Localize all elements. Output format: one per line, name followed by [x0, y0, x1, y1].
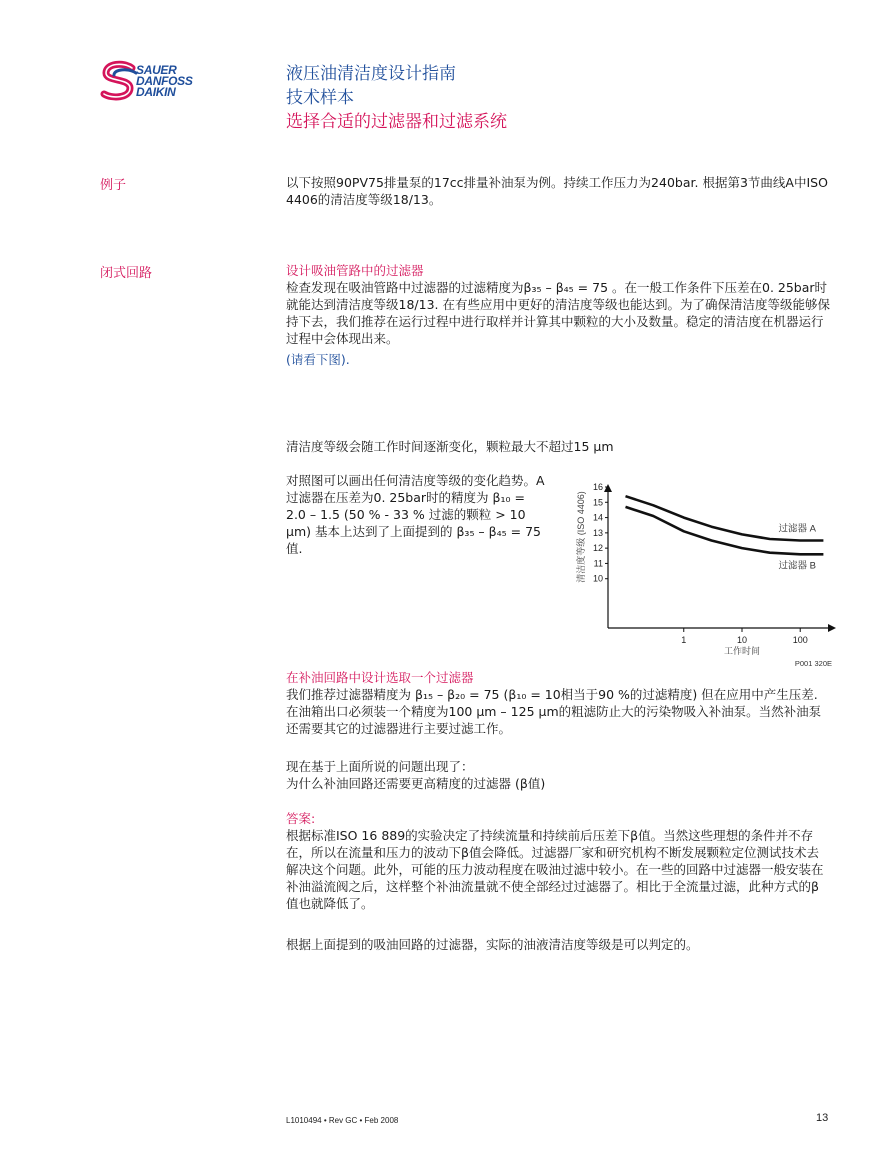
y-tick-label: 13 — [592, 527, 603, 538]
sauer-danfoss-s-logo-icon — [100, 60, 140, 104]
answer-label: 答案: — [286, 811, 316, 826]
y-tick-label: 12 — [592, 543, 603, 554]
figure-code: P001 320E — [794, 659, 832, 668]
section-title: 选择合适的过滤器和过滤系统 — [286, 112, 507, 132]
x-tick-label: 10 — [736, 635, 747, 645]
doc-title: 液压油清洁度设计指南 — [286, 64, 456, 84]
company-logo — [100, 60, 210, 104]
y-tick-label: 16 — [592, 482, 603, 492]
x-axis-label: 工作时间 — [723, 646, 760, 656]
charge-filter-text: 我们推荐过滤器精度为 β₁₅ – β₂₀ = 75 (β₁₀ = 10相当于90 %的过滤精度) 但在应用中产生压差. 在油箱出口必须装一个精度为100 μm – 125 μm的粗滤防止大的污染物吸入补油泵。当然补油泵还需要其它的过滤器进行主要过滤工作。 — [286, 687, 822, 736]
conclusion-text: 根据上面提到的吸油回路的过滤器，实际的油液清洁度等级是可以判定的。 — [286, 937, 699, 952]
y-axis-label: 清洁度等级 (ISO 4406) — [576, 491, 586, 583]
question-line-1: 现在基于上面所说的问题出现了： — [286, 759, 474, 774]
chart-description: 对照图可以画出任何清洁度等级的变化趋势。A 过滤器在压差为0. 25bar时的精度为 β₁₀ = 2.0 – 1.5 (50 % - 33 % 过滤的颗粒 > 10 μm) 基本上达到了上面提到的 β₃₅ – β₄₅ = 75 值. — [286, 473, 545, 556]
chart-caption: 清洁度等级会随工作时间逐渐变化，颗粒最大不超过15 μm — [286, 439, 614, 454]
example-text: 以下按照90PV75排量泵的17cc排量补油泵为例。持续工作压力为240bar. 根据第3节曲线A中ISO 4406的清洁度等级18/13。 — [286, 175, 828, 207]
x-tick-label: 100 — [792, 635, 808, 645]
y-tick-label: 10 — [592, 573, 603, 584]
logo-text-3: DAIKIN — [136, 85, 176, 99]
closed-circuit-label: 闭式回路 — [100, 266, 153, 281]
suction-filter-text: 检查发现在吸油管路中过滤器的过滤精度为β₃₅ – β₄₅ = 75 。在一般工作条件下压差在0. 25bar时就能达到清洁度等级18/13. 在有些应用中更好的清洁度等级也能达到。为了确保清洁度等级能够保持下去，我们推荐在运行过程中进行取样并计算其中颗粒的大小及数量。稳定的清洁度在机器运行过程中会体现出来。 — [286, 280, 830, 346]
doc-reference: L1010494 • Rev GC • Feb 2008 — [286, 1116, 399, 1125]
page-number: 13 — [816, 1112, 829, 1124]
legend-label-a: 过滤器 A — [778, 523, 816, 535]
y-tick-label: 11 — [593, 558, 603, 569]
x-tick-label: 1 — [681, 635, 687, 645]
example-label: 例子 — [100, 178, 127, 193]
legend-label-b: 过滤器 B — [778, 560, 816, 572]
logo-text-2: DANFOSS — [136, 74, 193, 88]
answer-text: 根据标准ISO 16 889的实验决定了持续流量和持续前后压差下β值。当然这些理想的条件并不存在，所以在流量和压力的波动下β值会降低。过滤器厂家和研究机构不断发展颗粒定位测试技术去解决这个问题。此外，可能的压力波动程度在吸油过滤中较小。在一些的回路中过滤器一般安装在补油溢流阀之后，这样整个补油流量就不使全部经过过滤器了。相比于全流量过滤，此种方式的β值也就降低了。 — [286, 828, 824, 911]
cleanliness-chart — [570, 476, 840, 671]
see-chart-link[interactable]: (请看下图). — [286, 352, 350, 367]
logo-text-1: SAUER — [136, 63, 177, 77]
charge-filter-heading: 在补油回路中设计选取一个过滤器 — [286, 670, 474, 685]
y-tick-label: 14 — [592, 512, 603, 523]
suction-filter-heading: 设计吸油管路中的过滤器 — [286, 263, 424, 278]
x-axis-arrow — [828, 624, 836, 632]
y-axis-arrow — [604, 484, 612, 492]
question-line-2: 为什么补油回路还需要更高精度的过滤器 (β值) — [286, 776, 546, 791]
y-tick-label: 15 — [592, 497, 603, 508]
doc-subtitle: 技术样本 — [286, 88, 354, 108]
